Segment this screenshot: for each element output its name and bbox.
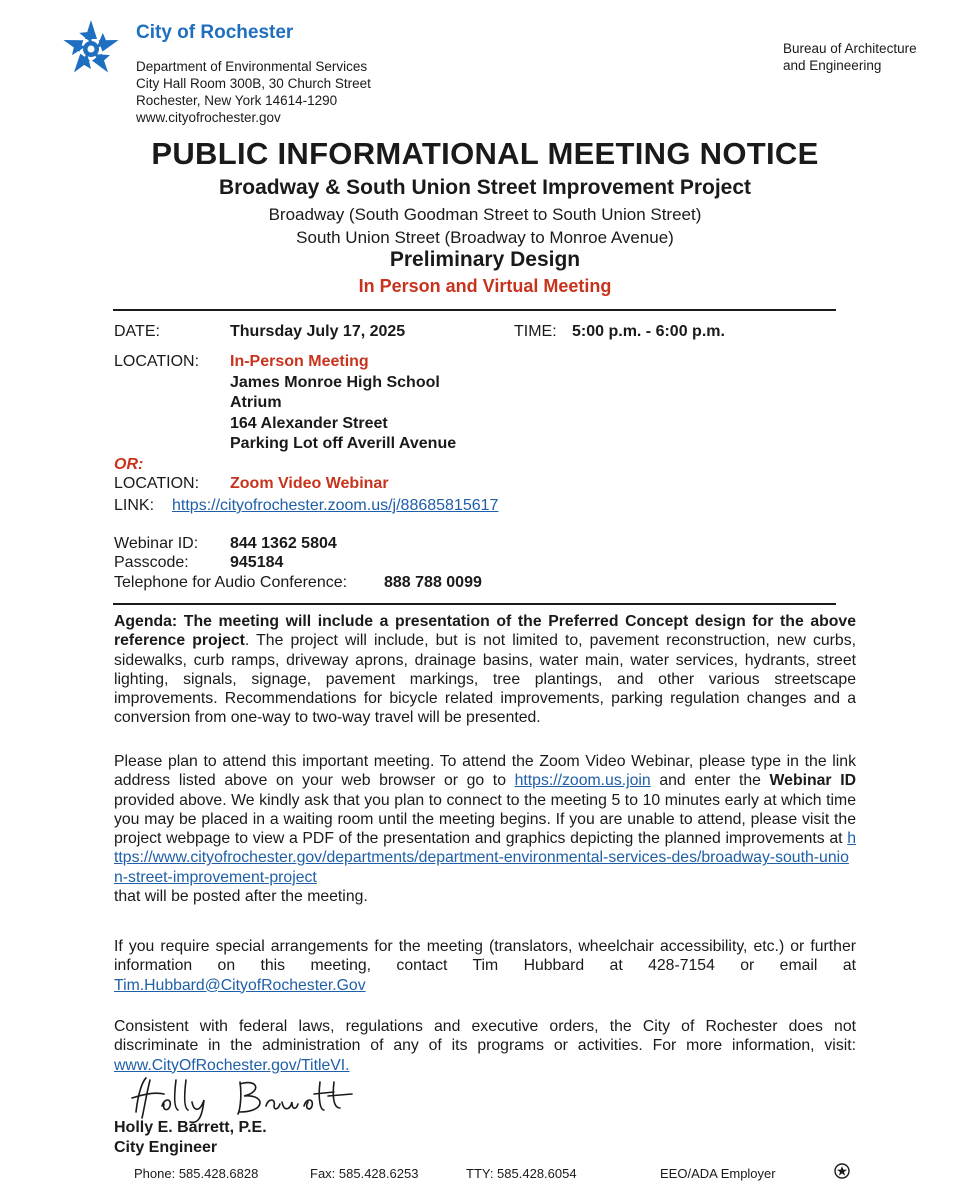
location-line: 164 Alexander Street [230, 414, 388, 432]
signer-name: Holly E. Barrett, P.E. [114, 1119, 267, 1136]
attend-text-2: and enter the [650, 772, 770, 790]
website: www.cityofrochester.gov [136, 110, 281, 125]
location-line: Atrium [230, 394, 282, 411]
signer-title: City Engineer [114, 1139, 218, 1156]
or-label: OR: [114, 456, 144, 473]
footer-fax: Fax: 585.428.6253 [310, 1166, 419, 1181]
attend-text-1: Please plan to attend this important meeting. To attend the Zoom Video Webinar, please type in the link address listed above on your web browser or go to [114, 753, 856, 790]
nondiscrimination-text: Consistent with federal laws, regulations and executive orders, the City of Rochester does not discriminate in the administration of any of its programs or activities. For more information, visit: [114, 1018, 856, 1055]
agenda-body: . The project will include, but is not limited to, pavement reconstruction, new curbs, sidewalks, curb ramps, driveway aprons, drainage basins, water main, water services, hydrants, street lighting, signals, signage, pavement markings, tree plantings, and other various streetscape improvements. Recommendations for bicycle related improvements, parking regulation changes and a conversion from one-way to two-way travel will be presented. [114, 632, 856, 727]
special-text: If you require special arrangements for the meeting (translators, wheelchair accessibility, etc.) or further information on this meeting, contact Tim Hubbard at 428-7154 or email at [114, 938, 856, 975]
meeting-type: In Person and Virtual Meeting [358, 276, 612, 296]
webinar-id-value: 844 1362 5804 [230, 535, 337, 552]
location-label-2: LOCATION: [114, 475, 200, 492]
contact-email-link[interactable]: Tim.Hubbard@CityofRochester.Gov [114, 976, 366, 994]
department-address [136, 58, 371, 126]
attend-text-4: that will be posted after the meeting. [114, 888, 368, 906]
special-paragraph [114, 937, 856, 995]
location-line: Parking Lot off Averill Avenue [230, 435, 457, 452]
org-name: City of Rochester [136, 22, 294, 43]
virtual-heading: Zoom Video Webinar [230, 475, 389, 492]
signature-image [128, 1072, 358, 1124]
nondiscrimination-paragraph [114, 1017, 856, 1075]
webinar-id-label: Webinar ID: [114, 535, 199, 552]
project-name: Broadway & South Union Street Improvement Project [218, 176, 752, 199]
phone-label: Telephone for Audio Conference: [114, 574, 348, 591]
link-label: LINK: [114, 497, 155, 514]
date-value: Thursday July 17, 2025 [230, 323, 406, 340]
divider-top [113, 309, 836, 311]
attend-text-3: provided above. We kindly ask that you plan to connect to the meeting 5 to 10 minutes early at which time you may be placed in a waiting room until the meeting begins. If you are unable to attend, please visit the project webpage to view a PDF of the presentation and graphics depicting the planned improvements at [114, 791, 856, 848]
passcode-value: 945184 [230, 554, 284, 571]
zoom-join-link[interactable]: https://zoom.us.join [514, 772, 651, 790]
city-flower-logo-icon [60, 18, 122, 80]
recycle-star-icon [834, 1163, 850, 1179]
agenda-paragraph [114, 612, 856, 728]
time-value: 5:00 p.m. - 6:00 p.m. [572, 323, 725, 340]
date-label: DATE: [114, 323, 160, 340]
agenda-lead: Agenda: The meeting will include a presentation of the Preferred Concept design for the above reference project [114, 613, 856, 650]
address-line-2: Rochester, New York 14614-1290 [136, 93, 338, 108]
location-line: James Monroe High School [230, 373, 440, 391]
notice-title: PUBLIC INFORMATIONAL MEETING NOTICE [151, 136, 819, 171]
address-line-1: City Hall Room 300B, 30 Church Street [136, 76, 371, 91]
project-phase: Preliminary Design [389, 248, 581, 271]
title-vi-link[interactable]: www.CityOfRochester.gov/TitleVI. [114, 1056, 350, 1074]
location-label: LOCATION: [114, 353, 200, 370]
in-person-heading: In-Person Meeting [230, 353, 369, 370]
webinar-id-bold: Webinar ID [769, 772, 856, 790]
project-limits-2: South Union Street (Broadway to Monroe Avenue) [296, 228, 674, 247]
time-label: TIME: [514, 323, 557, 340]
footer-phone: Phone: 585.428.6828 [134, 1166, 259, 1181]
bureau-line-1: Bureau of Architecture [783, 41, 917, 56]
divider-bottom [113, 603, 836, 605]
in-person-location [230, 352, 456, 455]
department-name: Department of Environmental Services [136, 59, 368, 74]
signer-block [114, 1118, 267, 1158]
phone-value: 888 788 0099 [384, 574, 482, 591]
project-limits-1: Broadway (South Goodman Street to South Union Street) [268, 205, 702, 224]
footer-eeo: EEO/ADA Employer [660, 1166, 776, 1181]
bureau-line-2: and Engineering [783, 58, 882, 73]
attend-paragraph [114, 752, 856, 906]
zoom-link[interactable]: https://cityofrochester.zoom.us/j/88685815617 [172, 497, 499, 514]
passcode-label: Passcode: [114, 554, 189, 571]
project-webpage-link[interactable]: https://www.cityofrochester.gov/departments/department-environmental-services-des/broadway-south-union-street-improvement-project [114, 830, 856, 886]
footer-tty: TTY: 585.428.6054 [466, 1166, 577, 1181]
bureau [783, 40, 917, 74]
